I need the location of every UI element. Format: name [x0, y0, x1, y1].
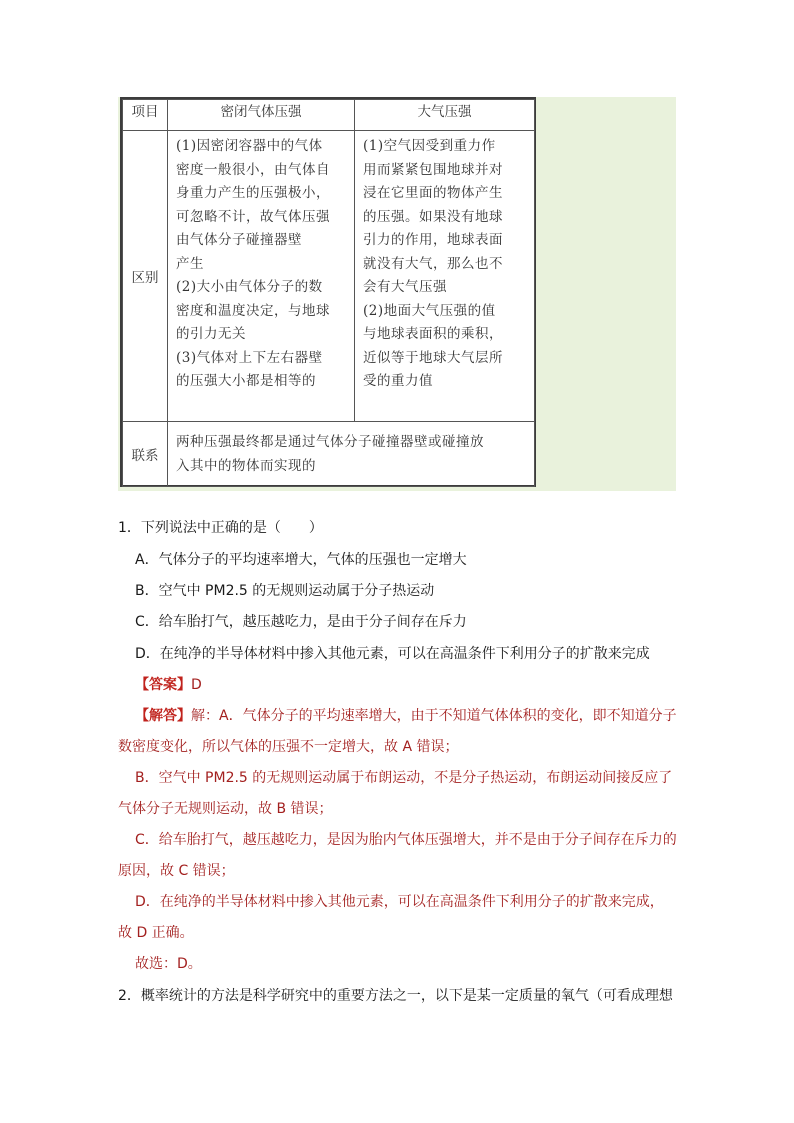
cell-sealed-difference — [168, 131, 355, 422]
text-line: 的引力无关 — [176, 326, 246, 342]
text-line: 入其中的物体而实现的 — [176, 458, 316, 474]
text-line: 的压强大小都是相等的 — [176, 373, 316, 389]
text-line: 密度和温度决定，与地球 — [176, 302, 330, 319]
question-1-stem: 1．下列说法中正确的是（ ） — [118, 520, 323, 536]
text-line: 可忽略不计，故气体压强 — [176, 208, 330, 225]
text-line: 近似等于地球大气层所 — [363, 349, 503, 366]
text-line: 用而紧紧包围地球并对 — [363, 161, 503, 178]
row-label-difference: 区别 — [123, 131, 168, 422]
header-item: 项目 — [123, 100, 168, 131]
analysis-line: 气体分子无规则运动，故 B 错误； — [118, 801, 333, 817]
table-row-connection — [123, 422, 535, 487]
text-line: 受的重力值 — [363, 373, 433, 389]
answer-line — [135, 675, 695, 695]
table-header-row — [123, 100, 535, 131]
analysis-line: 原因，故 C 错误； — [118, 863, 235, 879]
answer-value: D — [191, 677, 202, 693]
analysis-line: C．给车胎打气，越压越吃力，是因为胎内气体压强增大，并不是由于分子间存在斥力的 — [135, 832, 677, 848]
text-line: (1)因密闭容器中的气体 — [176, 138, 323, 154]
answer-tag: 【答案】 — [135, 677, 191, 693]
text-line: 两种压强最终都是通过气体分子碰撞器壁或碰撞放 — [176, 434, 484, 450]
comparison-table-figure — [118, 97, 676, 491]
text-line: (3)气体对上下左右器壁 — [176, 349, 323, 366]
text-line: 身重力产生的压强极小， — [176, 185, 330, 201]
header-atmosphere: 大气压强 — [355, 100, 535, 131]
analysis-line: 数密度变化，所以气体的压强不一定增大，故 A 错误； — [118, 739, 459, 755]
text-line: (2)大小由气体分子的数 — [176, 279, 323, 295]
question-1-option-b: B．空气中 PM2.5 的无规则运动属于分子热运动 — [135, 583, 435, 599]
analysis-line: B．空气中 PM2.5 的无规则运动属于布朗运动，不是分子热运动，布朗运动间接反应了 — [135, 770, 673, 786]
analysis-line — [135, 706, 695, 726]
question-1-option-d: D．在纯净的半导体材料中掺入其他元素，可以在高温条件下利用分子的扩散来完成 — [135, 646, 650, 662]
question-2-stem: 2．概率统计的方法是科学研究中的重要方法之一，以下是某一定质量的氧气（可看成理想 — [118, 988, 673, 1004]
question-1-option-c: C．给车胎打气，越压越吃力，是由于分子间存在斥力 — [135, 614, 467, 630]
text-line: 就没有大气，那么也不 — [363, 255, 503, 272]
cell-atmosphere-difference — [355, 131, 535, 422]
question-1-option-a: A．气体分子的平均速率增大，气体的压强也一定增大 — [135, 552, 467, 568]
analysis-tag: 【解答】 — [135, 708, 191, 724]
text-line: 由气体分子碰撞器壁 — [176, 232, 302, 248]
text-line: 密度一般很小，由气体自 — [176, 161, 330, 178]
header-sealed-gas: 密闭气体压强 — [168, 100, 355, 131]
text-line: 与地球表面积的乘积， — [363, 326, 503, 342]
text-line: 引力的作用，地球表面 — [363, 232, 503, 248]
text-line: (1)空气因受到重力作 — [363, 138, 496, 154]
cell-connection — [168, 422, 535, 487]
text-line: 浸在它里面的物体产生 — [363, 185, 503, 201]
text-line: 的压强。如果没有地球 — [363, 208, 503, 225]
row-label-connection: 联系 — [123, 422, 168, 487]
comparison-table — [122, 99, 535, 487]
analysis-conclusion: 故选：D。 — [135, 956, 202, 972]
text-line: 会有大气压强 — [363, 279, 447, 295]
comparison-table-scan — [120, 97, 536, 487]
analysis-line: 故 D 正确。 — [118, 925, 194, 941]
analysis-text: 解：A．气体分子的平均速率增大，由于不知道气体体积的变化，即不知道分子 — [191, 708, 677, 724]
analysis-line: D．在纯净的半导体材料中掺入其他元素，可以在高温条件下利用分子的扩散来完成， — [135, 894, 664, 910]
table-row-difference — [123, 131, 535, 422]
text-line: 产生 — [176, 255, 204, 272]
text-line: (2)地面大气压强的值 — [363, 302, 496, 319]
